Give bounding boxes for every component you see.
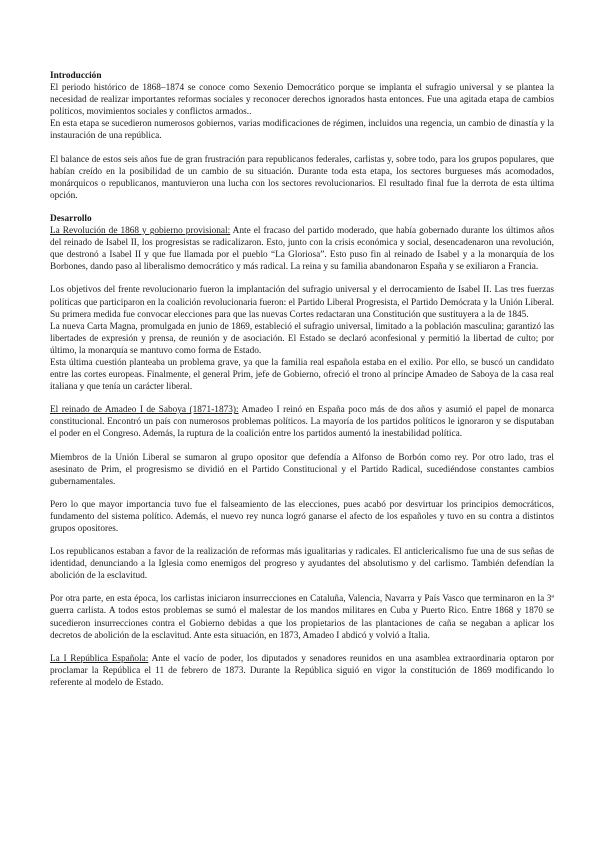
carlistas-paragraph: Por otra parte, en esta época, los carlistas iniciaron insurrecciones en Cataluña, Valencia, Navarra y País Vasco que terminaron en la 3ª guerra carlista. A todos estos problemas se sumó el malestar de los mandos militares en Cuba y Puerto Rico. Entre 1868 y 1870 se sucedieron insurrecciones contra el Gobierno debidas a que los propietarios de las plantaciones de caña se negaban a aplicar los decretos de abolición de la esclavitud. Ante esta situación, en 1873, Amadeo I abdicó y volvió a Italia.: [50, 594, 554, 641]
desarrollo-heading: Desarrollo: [50, 213, 92, 224]
amadeo-title: El reinado de Amadeo I de Saboya (1871-1873):: [50, 405, 239, 416]
intro-paragraph-1: El periodo histórico de 1868–1874 se conoce como Sexenio Democrático porque se implanta el sufragio universal y se plantea la necesidad de realizar importantes reformas sociales y reconocer derechos ignorados hasta entonces. Fue una agitada etapa de cambios políticos, movimientos sociales y conflictos armados..: [50, 83, 554, 118]
falseamiento-paragraph: Pero lo que mayor importancia tuvo fue el falseamiento de las elecciones, pues acabó por desvirtuar los principios democráticos, fundamento del sistema político. Además, el nuevo rey nunca logró ganarse el afecto de los españoles y tuvo en su contra a distintos grupos opositores.: [50, 499, 554, 534]
republica-text: Ante el vacío de poder, los diputados y senadores reunidos en una asamblea extraordinaria optaron por proclamar la República el 11 de febrero de 1873. Durante la República siguió en vigor la constitución de 1869 modificando lo referente al modelo de Estado.: [50, 653, 554, 688]
carta-magna-paragraph: La nueva Carta Magna, promulgada en junio de 1869, estableció el sufragio universal, limitado a la población masculina; garantizó las libertades de expresión y prensa, de reunión y de asociación. El Estado se declaró aconfesional y permitió la libertad de culto; por último, la monarquía se mantuvo como forma de Estado.: [50, 321, 554, 356]
document-page: [50, 70, 554, 689]
republica-paragraph: [50, 653, 554, 689]
intro-paragraph-2: En esta etapa se sucedieron numerosos gobiernos, varias modificaciones de régimen, incluidos una regencia, un cambio de dinastía y la instauración de una república.: [50, 119, 554, 142]
objetivos-paragraph: Los objetivos del frente revolucionario fueron la implantación del sufragio universal y el derrocamiento de Isabel II. Las tres fuerzas políticas que participaron en la coalición revolucionaria fueron: el Partido Liberal Progresista, el Partido Demócrata y la Unión Liberal. Su primera medida fue convocar elecciones para que las nuevas Cortes redactaran una Constitución que sustituyera a la de 1845.: [50, 285, 554, 320]
intro-heading: Introducción: [50, 71, 102, 81]
republica-title: La I República Española:: [50, 653, 149, 664]
cuestion-paragraph: Esta última cuestión planteaba un problema grave, ya que la familia real española estaba en el exilio. Por ello, se buscó un candidato entre las cortes europeas. Finalmente, el general Prim, jefe de Gobierno, ofreció el trono al príncipe Amadeo de Saboya de la casa real italiana y que tenía un carácter liberal.: [50, 357, 554, 393]
amadeo-paragraph: [50, 404, 554, 440]
miembros-paragraph: Miembros de la Unión Liberal se sumaron al grupo opositor que defendía a Alfonso de Borbón como rey. Por otro lado, tras el asesinato de Prim, el progresismo se dividió en el Partido Constitucional y el Partido Radical, sucediéndose constantes cambios gubernamentales.: [50, 452, 554, 487]
revolucion-text: Ante el fracaso del partido moderado, que había gobernado durante los últimos años del reinado de Isabel II, los progresistas se radicalizaron. Esto, junto con la crisis económica y social, desencadenaron una revolución, que destronó a Isabel II y que fue llamada por el pueblo “La Gloriosa”. Esto puso fin al reinado de Isabel y a la monarquía de los Borbones, dando paso al liberalismo democrático y más radical. La reina y su familia abandonaron España y se exiliaron a Francia.: [50, 226, 555, 273]
amadeo-text: Amadeo I reinó en España poco más de dos años y asumió el papel de monarca constitucional. Encontró un país con numerosos problemas políticos. La mayoría de los partidos políticos le ignoraron y se disputaban el poder en el Congreso. Además, la ruptura de la coalición entre los partidos aumentó la inestabilidad política.: [50, 405, 554, 440]
revolucion-paragraph: [50, 225, 554, 273]
intro-paragraph-3: El balance de estos seis años fue de gran frustración para republicanos federales, carlistas y, sobre todo, para los grupos populares, que habían creído en la posibilidad de un cambio de su situación. Durante toda esta etapa, los sectores burgueses más acomodados, monárquicos o republicanos, mantuvieron una lucha con los sectores revolucionarios. El resultado final fue la derrota de esta última opción.: [50, 154, 554, 201]
republicanos-paragraph: Los republicanos estaban a favor de la realización de reformas más igualitarias y radicales. El anticlericalismo fue una de sus señas de identidad, denunciando a la Iglesia como enemigos del progreso y ayudantes del absolutismo y del carlismo. También defendían la abolición de la esclavitud.: [50, 547, 554, 582]
revolucion-title: La Revolución de 1868 y gobierno provisional:: [50, 226, 231, 237]
